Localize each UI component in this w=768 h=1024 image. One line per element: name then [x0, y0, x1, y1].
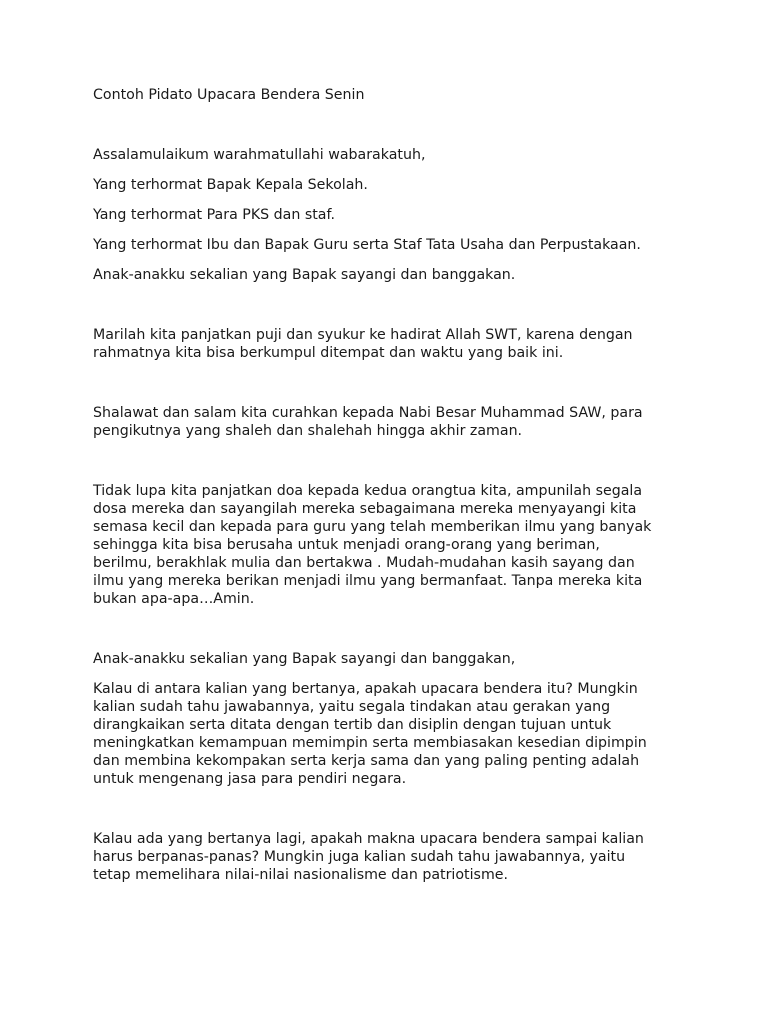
paragraph-gratitude: Marilah kita panjatkan puji dan syukur ke hadirat Allah SWT, karena dengan rahmatnya kita bisa berkumpul ditempat dan waktu yang baik ini. [93, 327, 633, 361]
paragraph-greeting-students: Anak-anakku sekalian yang Bapak sayangi dan banggakan. [93, 267, 516, 283]
paragraph-ceremony-meaning: Kalau di antara kalian yang bertanya, apakah upacara bendera itu? Mungkin kalian sudah tahu jawabannya, yaitu segala tindakan atau gerakan yang dirangkaikan serta ditata dengan tertib dan disiplin dengan tujuan untuk meningkatkan kemampuan memimpin serta membiasakan kesedian dipimpin dan membina kekompakan serta kerja sama dan yang paling penting adalah untuk mengenang jasa para pendiri negara. [93, 681, 647, 787]
document-title: Contoh Pidato Upacara Bendera Senin [93, 87, 365, 103]
paragraph-ceremony-purpose: Kalau ada yang bertanya lagi, apakah makna upacara bendera sampai kalian harus berpanas-panas? Mungkin juga kalian sudah tahu jawabannya, yaitu tetap memelihara nilai-nilai nasionalisme dan patriotisme. [93, 831, 644, 883]
paragraph-prayer: Tidak lupa kita panjatkan doa kepada kedua orangtua kita, ampunilah segala dosa mereka dan sayangilah mereka sebagaimana mereka menyayangi kita semasa kecil dan kepada para guru yang telah memberikan ilmu yang banyak sehingga kita bisa berusaha untuk menjadi orang-orang yang beriman, berilmu, berakhlak mulia dan bertakwa . Mudah-mudahan kasih sayang dan ilmu yang mereka berikan menjadi ilmu yang bermanfaat. Tanpa mereka kita bukan apa-apa…Amin. [93, 483, 652, 607]
paragraph-greeting-staff: Yang terhormat Para PKS dan staf. [93, 207, 335, 223]
paragraph-shalawat: Shalawat dan salam kita curahkan kepada Nabi Besar Muhammad SAW, para pengikutnya yang shaleh dan shalehah hingga akhir zaman. [93, 405, 643, 439]
paragraph-address-students: Anak-anakku sekalian yang Bapak sayangi dan banggakan, [93, 651, 516, 667]
paragraph-greeting-teachers: Yang terhormat Ibu dan Bapak Guru serta Staf Tata Usaha dan Perpustakaan. [93, 237, 641, 253]
paragraph-greeting-principal: Yang terhormat Bapak Kepala Sekolah. [93, 177, 368, 193]
paragraph-salutation: Assalamulaikum warahmatullahi wabarakatuh, [93, 147, 426, 163]
